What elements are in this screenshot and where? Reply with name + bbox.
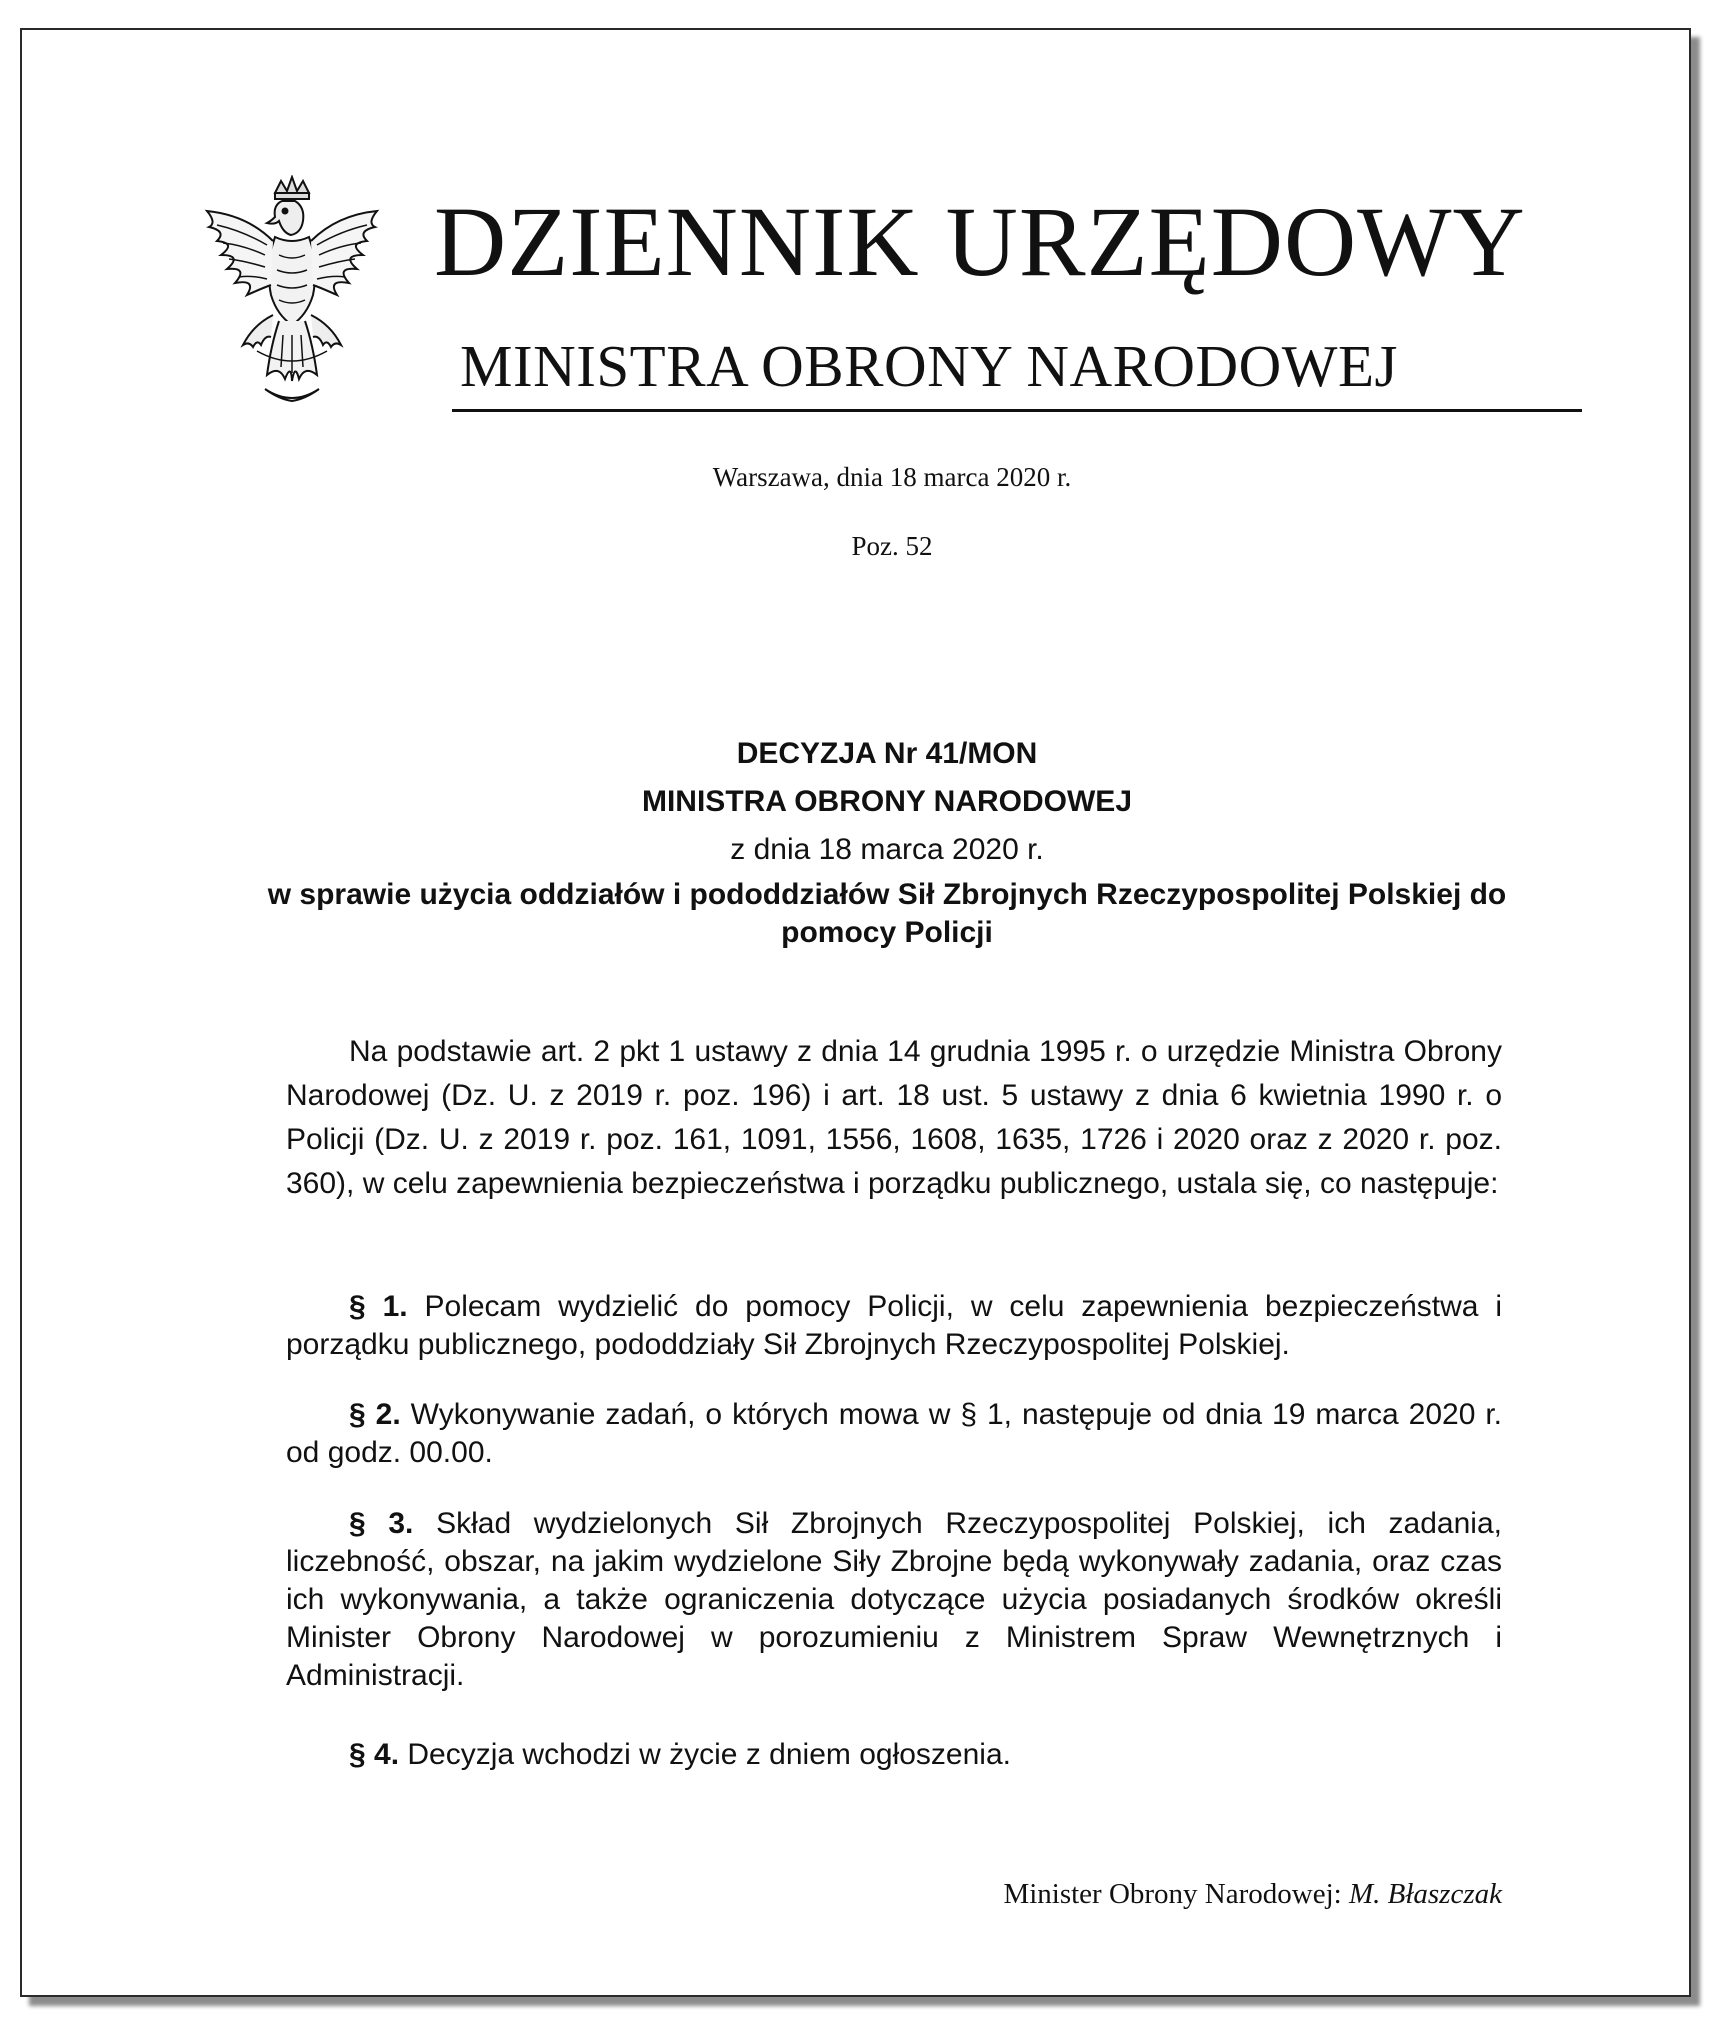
document-page — [20, 28, 1691, 1997]
paragraph-4 — [286, 1736, 1502, 1774]
paragraph-number: § 3. — [349, 1507, 414, 1540]
signature-name: M. Błaszczak — [1348, 1878, 1502, 1910]
signature-role: Minister Obrony Narodowej: — [1003, 1878, 1342, 1910]
decision-subject: w sprawie użycia oddziałów i pododdziałów Sił Zbrojnych Rzeczypospolitej Polskiej do pomocy Policji — [267, 878, 1507, 949]
preamble: Na podstawie art. 2 pkt 1 ustawy z dnia 14 grudnia 1995 r. o urzędzie Ministra Obrony Narodowej (Dz. U. z 2019 r. poz. 196) i art. 18 ust. 5 ustawy z dnia 6 kwietnia 1990 r. o Policji (Dz. U. z 2019 r. poz. 161, 1091, 1556, 1608, 1635, 1726 i 2020 oraz z 2020 r. poz. 360), w celu zapewnienia bezpieczeństwa i porządku publicznego, ustala się, co następuje: — [286, 1035, 1502, 1200]
paragraph-1 — [286, 1288, 1502, 1364]
paragraph-number: § 2. — [349, 1398, 401, 1431]
decision-date: z dnia 18 marca 2020 r. — [730, 833, 1044, 866]
decision-issuer: MINISTRA OBRONY NARODOWEJ — [641, 785, 1133, 818]
decision-header — [262, 730, 1512, 952]
masthead-title: DZIENNIK URZĘDOWY — [434, 186, 1526, 297]
paragraph-text: Wykonywanie zadań, o których mowa w § 1, następuje od dnia 19 marca 2020 r. od godz. 00.00. — [286, 1398, 1502, 1469]
polish-eagle-emblem-icon — [187, 175, 397, 415]
place-date: Warszawa, dnia 18 marca 2020 r. — [712, 462, 1072, 492]
paragraph-text: Polecam wydzielić do pomocy Policji, w celu zapewnienia bezpieczeństwa i porządku publicznego, pododdziały Sił Zbrojnych Rzeczypospolitej Polskiej. — [286, 1290, 1503, 1361]
paragraph-3 — [286, 1505, 1502, 1695]
paragraph-text: Decyzja wchodzi w życie z dniem ogłoszenia. — [407, 1738, 1011, 1771]
masthead-divider — [452, 409, 1582, 412]
masthead-subtitle: MINISTRA OBRONY NARODOWEJ — [460, 333, 1398, 399]
paragraph-text: Skład wydzielonych Sił Zbrojnych Rzeczypospolitej Polskiej, ich zadania, liczebność, obszar, na jakim wydzielone Siły Zbrojne będą wykonywały zadania, oraz czas ich wykonywania, a także ograniczenia dotyczące użycia posiadanych środków określi Minister Obrony Narodowej w porozumieniu z Ministrem Spraw Wewnętrznych i Administracji. — [286, 1507, 1502, 1692]
position-number: Poz. 52 — [851, 531, 933, 561]
paragraph-number: § 4. — [349, 1738, 400, 1771]
paragraph-number: § 1. — [349, 1290, 408, 1323]
decision-number: DECYZJA Nr 41/MON — [736, 737, 1038, 770]
paragraph-2 — [286, 1396, 1502, 1472]
signature — [902, 1878, 1502, 1911]
